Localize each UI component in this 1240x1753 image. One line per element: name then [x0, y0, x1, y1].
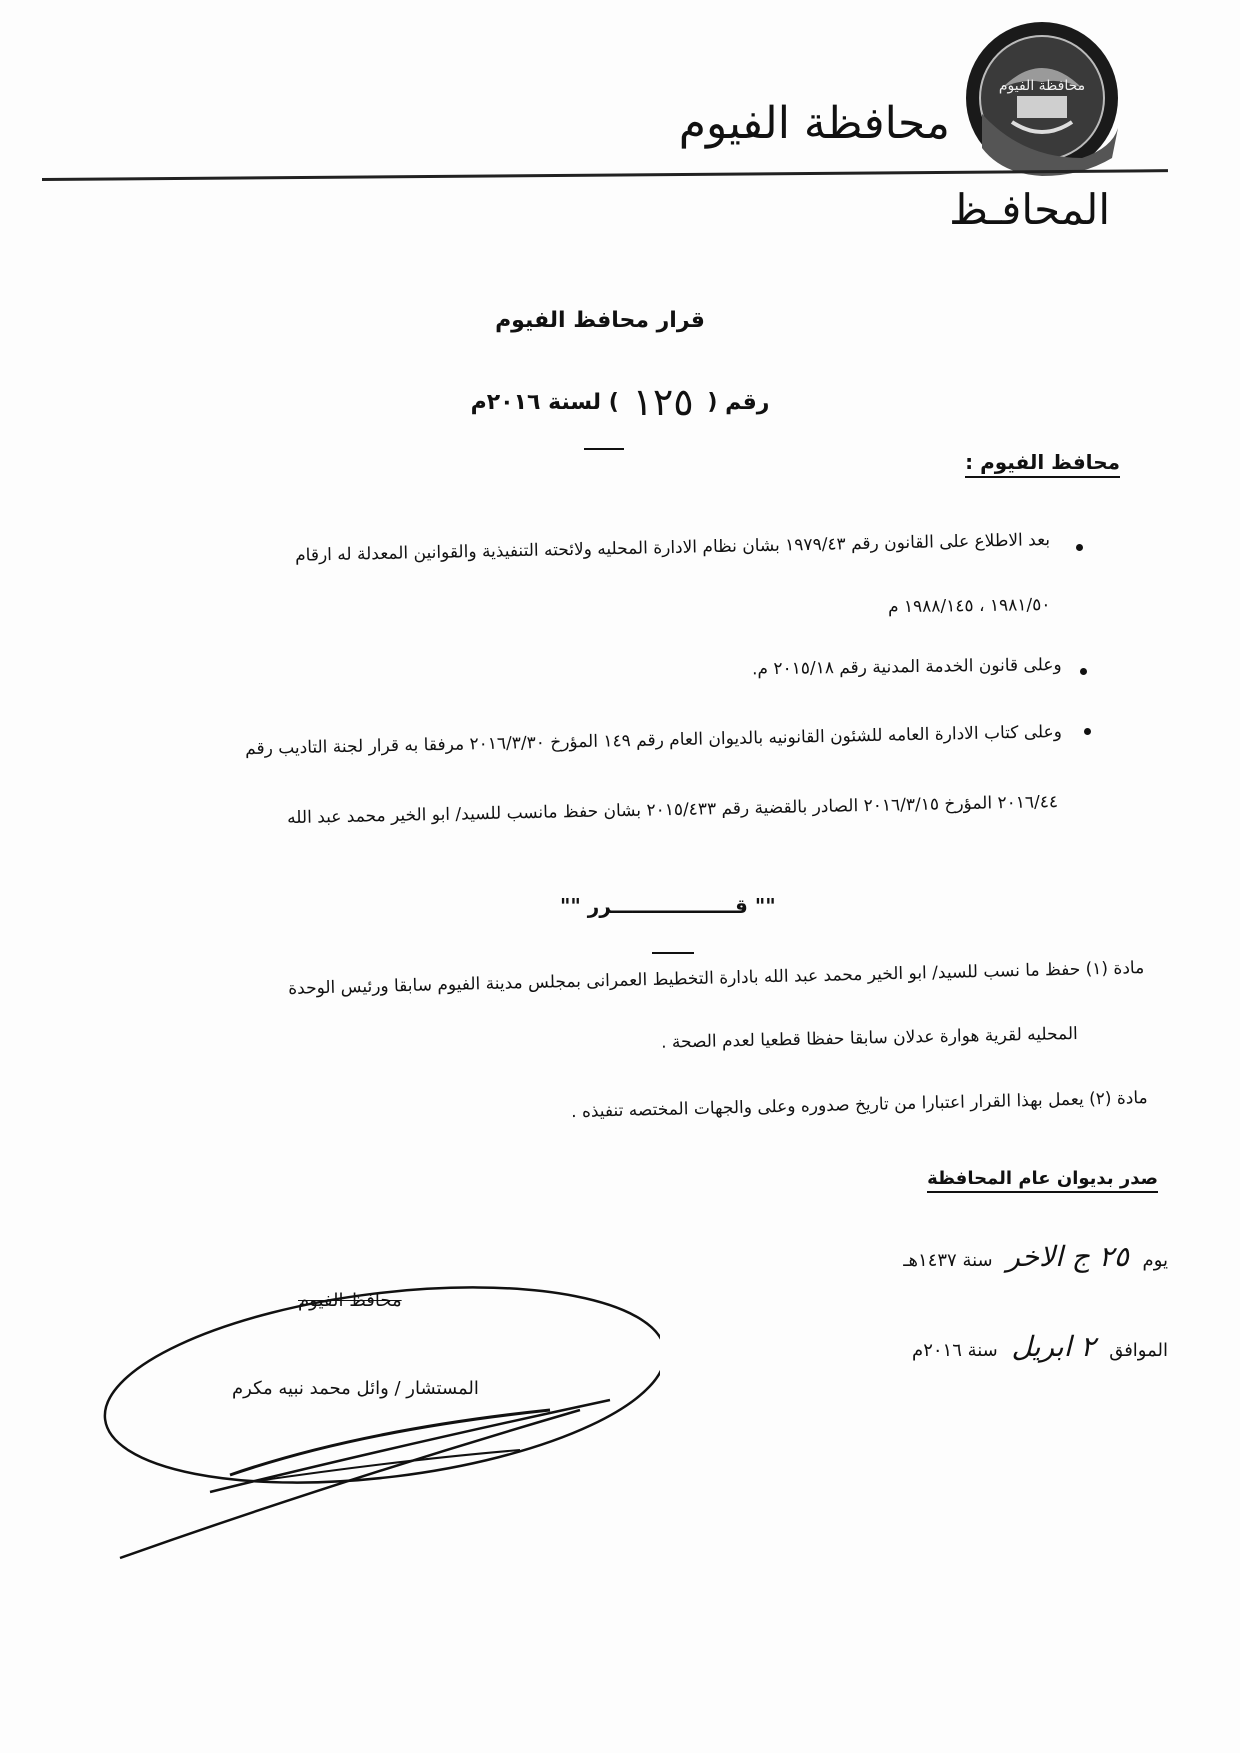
- gregorian-date: [912, 1330, 1168, 1363]
- seal-text: محافظة الفيوم: [998, 78, 1086, 94]
- bullet-icon: [1080, 668, 1087, 675]
- bullet-icon: [1076, 544, 1083, 551]
- decision-number-label: رقم (: [707, 390, 770, 415]
- article-1-line-1: مادة (١) حفظ ما نسب للسيد/ ابو الخير محمد عبد الله بادارة التخطيط العمرانى بمجلس مدينة الفيوم سابقا ورئيس الوحدة: [287, 958, 1145, 999]
- decision-title: قرار محافظ الفيوم: [495, 308, 705, 333]
- signature-icon: [100, 1270, 660, 1570]
- signatory-title: محافظ الفيوم: [298, 1290, 402, 1311]
- preamble-3-line-1: وعلى كتاب الادارة العامه للشئون القانونيه بالديوان العام رقم ١٤٩ المؤرخ ٢٠١٦/٣/٣٠ مرفقا به قرار لجنة التاديب رقم: [245, 722, 1063, 760]
- issued-at: صدر بديوان عام المحافظة: [927, 1168, 1158, 1193]
- governorate-seal-icon: [962, 18, 1122, 178]
- office-title: المحافـظ: [949, 185, 1110, 234]
- bullet-icon: [1084, 728, 1091, 735]
- addressee: محافظ الفيوم :: [965, 450, 1120, 478]
- hijri-date-handwritten: ٢٥ ج الاخر: [1006, 1240, 1129, 1273]
- hijri-date: [903, 1240, 1168, 1273]
- decision-number: [440, 380, 800, 424]
- resolution-dash: [652, 952, 694, 954]
- hijri-date-suffix: سنة ١٤٣٧هـ: [903, 1250, 993, 1271]
- article-1-line-2: المحليه لقرية هوارة عدلان سابقا حفظا قطعيا لعدم الصحة .: [661, 1024, 1079, 1053]
- preamble-1-line-1: بعد الاطلاع على القانون رقم ١٩٧٩/٤٣ بشان نظام الادارة المحليه ولائحته التنفيذية والقوانين المعدلة له ارقام: [294, 530, 1051, 566]
- preamble-1-line-2: ١٩٨١/٥٠ ، ١٩٨٨/١٤٥ م: [887, 595, 1051, 618]
- signatory-name: المستشار / وائل محمد نبيه مكرم: [232, 1378, 479, 1399]
- article-2-line-1: مادة (٢) يعمل بهذا القرار اعتبارا من تاريخ صدوره وعلى والجهات المختصه تنفيذه .: [571, 1088, 1149, 1123]
- gregorian-date-prefix: الموافق: [1109, 1340, 1168, 1361]
- resolution-heading: "" قــــــــــــــــــرر "": [560, 894, 776, 918]
- hijri-date-prefix: يوم: [1142, 1250, 1168, 1271]
- governorate-name: محافظة الفيوم: [678, 98, 950, 149]
- decision-number-value: ١٢٥: [632, 380, 694, 424]
- title-dash: [584, 448, 624, 450]
- gregorian-date-suffix: سنة ٢٠١٦م: [912, 1340, 998, 1361]
- preamble-3-line-2: ٢٠١٦/٤٤ المؤرخ ٢٠١٦/٣/١٥ الصادر بالقضية رقم ٢٠١٥/٤٣٣ بشان حفظ مانسب للسيد/ ابو الخير محمد عبد الله: [286, 792, 1059, 829]
- preamble-2-line-1: وعلى قانون الخدمة المدنية رقم ٢٠١٥/١٨ م.: [752, 655, 1063, 680]
- decision-year: ) لسنة ٢٠١٦م: [470, 390, 619, 415]
- gregorian-date-handwritten: ٢ ابريل: [1011, 1330, 1096, 1363]
